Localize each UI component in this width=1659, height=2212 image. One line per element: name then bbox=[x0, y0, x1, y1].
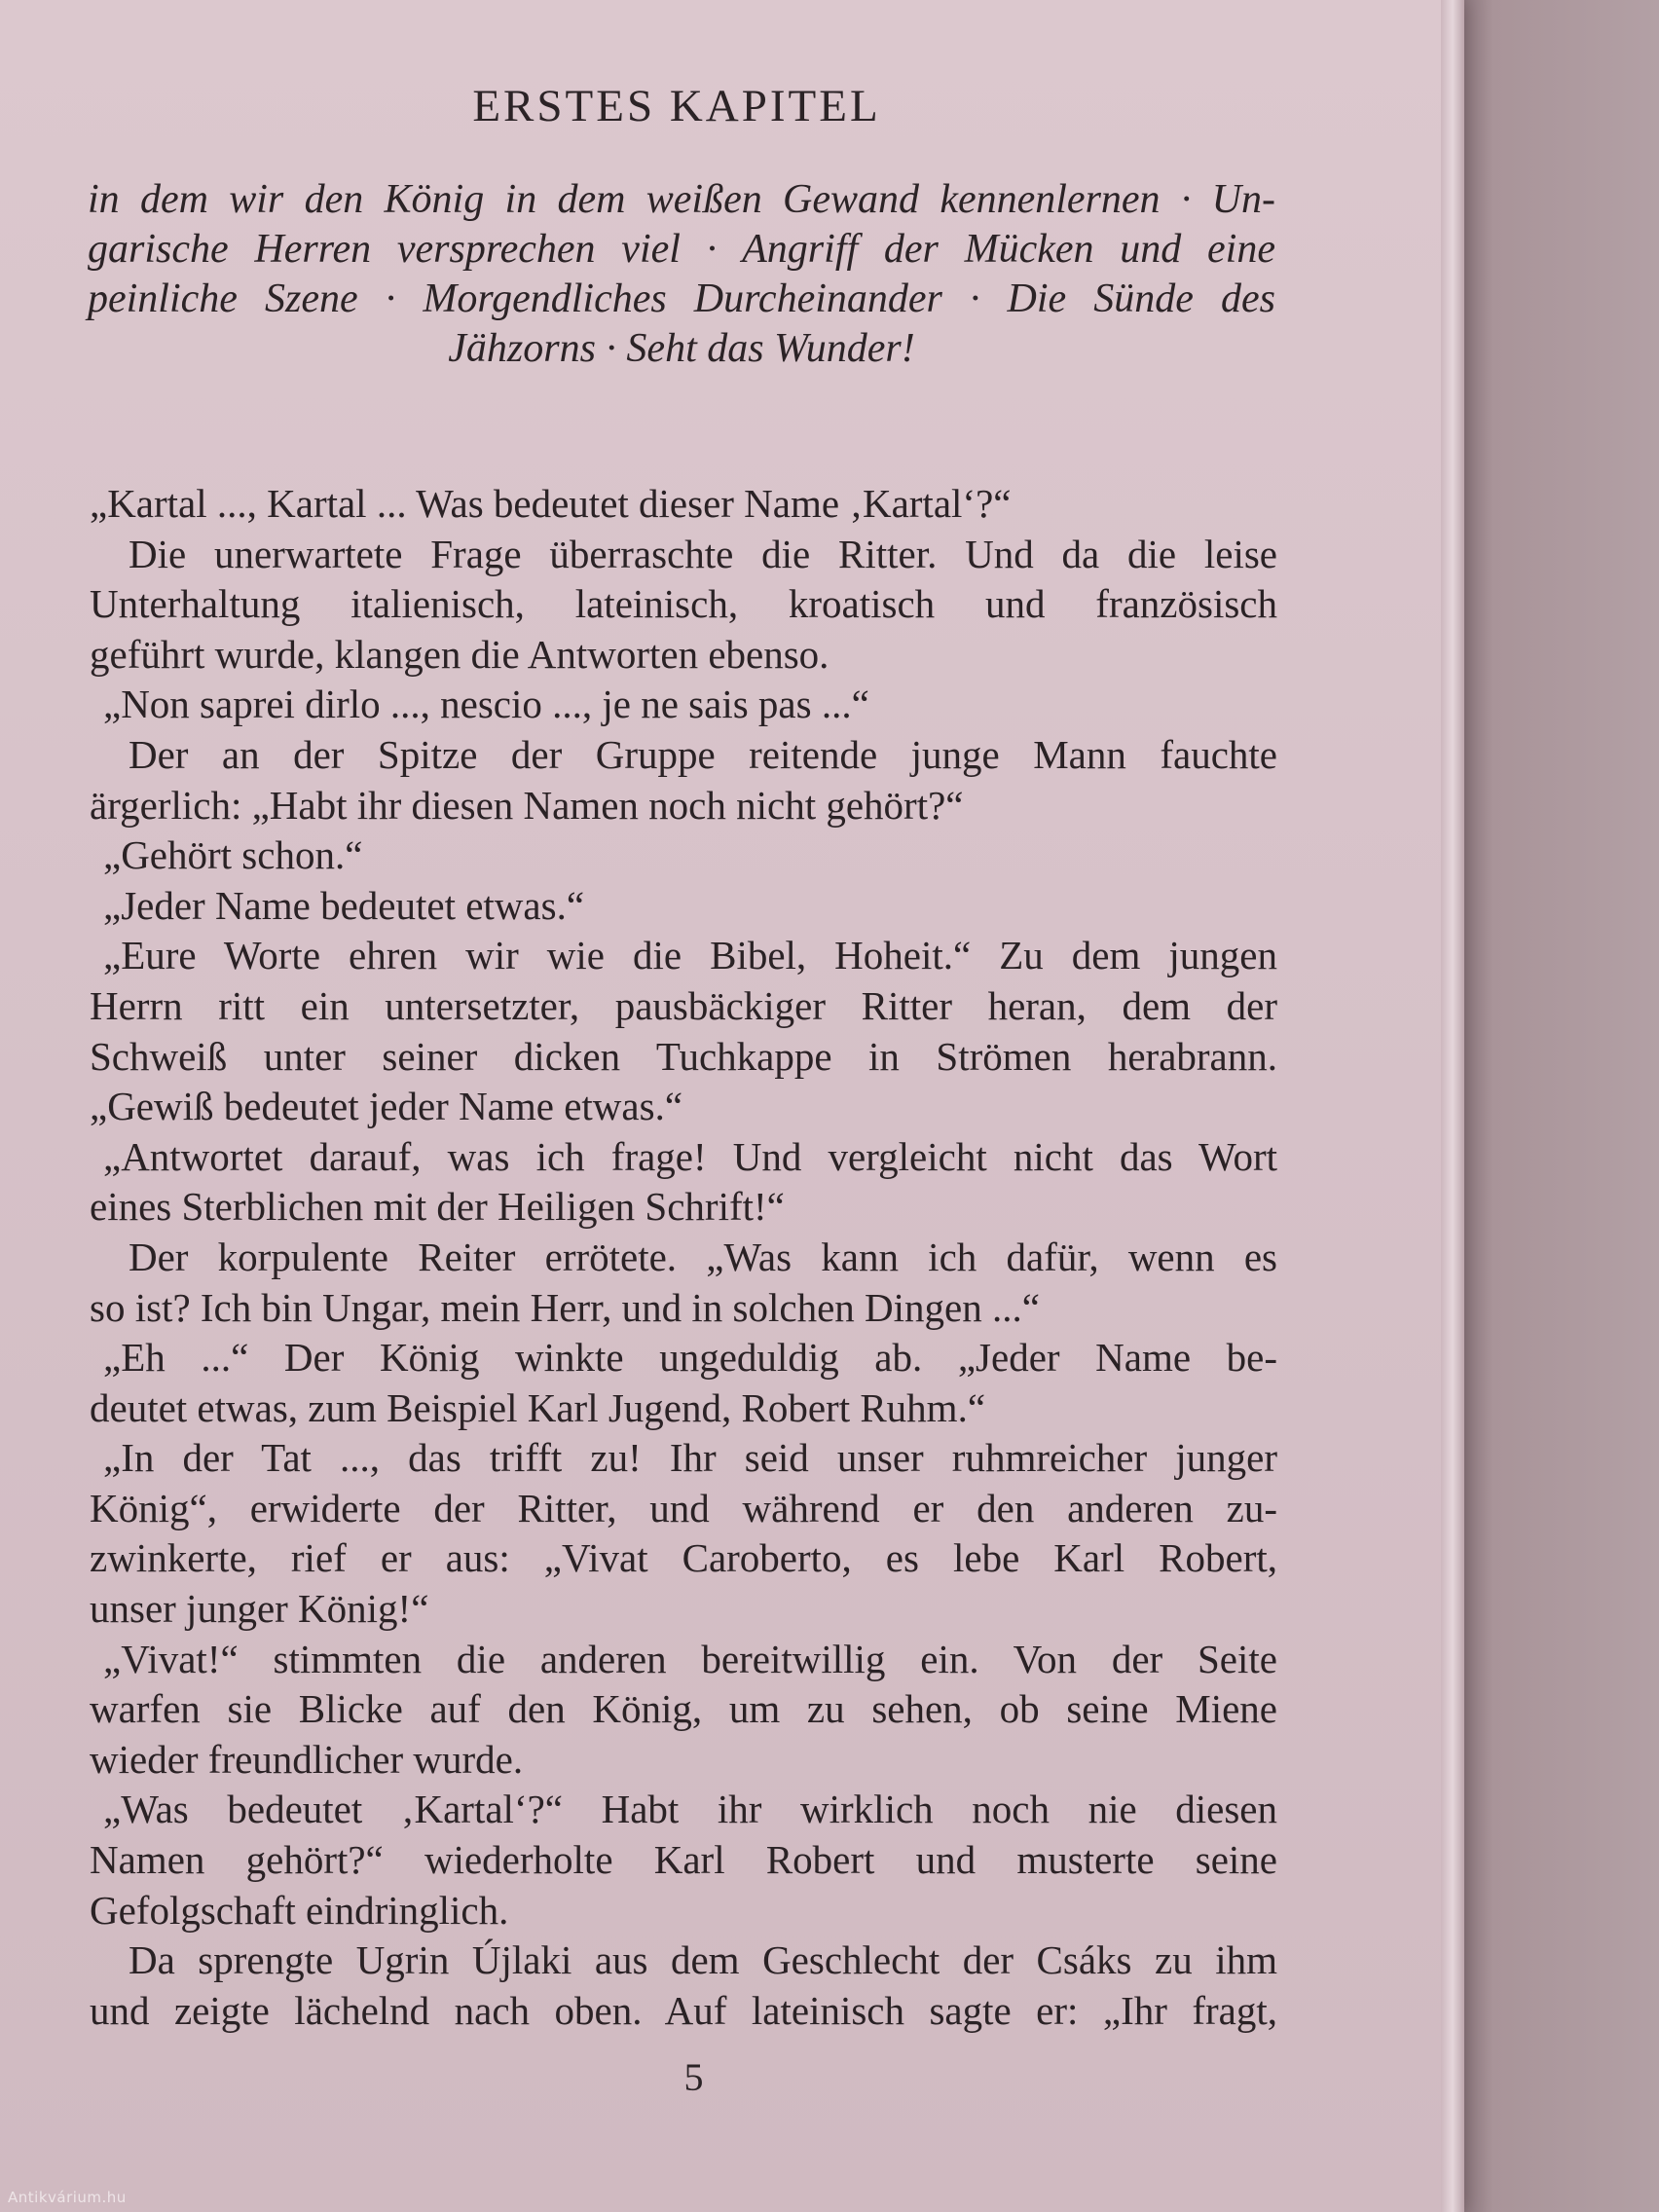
text-line: deutet etwas, zum Beispiel Karl Jugend, Robert Ruhm.“ bbox=[90, 1384, 986, 1430]
summary-line: peinliche Szene · Morgendliches Durcheinander · Die Sünde des bbox=[88, 276, 1275, 321]
text-line: „Vivat!“ stimmten die anderen bereitwillig ein. Von der Seite bbox=[103, 1636, 1277, 1681]
chapter-summary bbox=[88, 175, 1275, 374]
page-number: 5 bbox=[683, 2055, 704, 2099]
text-line: geführt wurde, klangen die Antworten ebenso. bbox=[90, 631, 830, 677]
adjacent-page-shadow bbox=[1464, 0, 1659, 2212]
text-line: Schweiß unter seiner dicken Tuchkappe in Strömen herabrann. bbox=[90, 1033, 1277, 1079]
chapter-title: ERSTES KAPITEL bbox=[472, 81, 881, 131]
summary-line: garische Herren versprechen viel · Angriff der Mücken und eine bbox=[88, 227, 1275, 272]
watermark: Antikvárium.hu bbox=[8, 2189, 127, 2206]
summary-line: in dem wir den König in dem weißen Gewand kennenlernen · Un- bbox=[88, 177, 1275, 222]
text-line: Namen gehört?“ wiederholte Karl Robert und musterte seine bbox=[90, 1837, 1277, 1883]
text-line: „In der Tat ..., das trifft zu! Ihr seid unser ruhmreicher junger bbox=[103, 1435, 1277, 1481]
text-line: König“, erwiderte der Ritter, und während er den anderen zu- bbox=[90, 1485, 1277, 1530]
text-line: ärgerlich: „Habt ihr diesen Namen noch nicht gehört?“ bbox=[90, 782, 964, 828]
page-edge bbox=[1441, 0, 1464, 2212]
text-line: „Non saprei dirlo ..., nescio ..., je ne sais pas ...“ bbox=[103, 682, 869, 727]
text-line: Der korpulente Reiter errötete. „Was kann ich dafür, wenn es bbox=[129, 1234, 1277, 1279]
text-line: warfen sie Blicke auf den König, um zu sehen, ob seine Miene bbox=[90, 1686, 1277, 1732]
text-line: „Gehört schon.“ bbox=[103, 832, 363, 878]
text-line: „Eh ...“ Der König winkte ungeduldig ab. „Jeder Name be- bbox=[103, 1335, 1277, 1381]
text-line: Da sprengte Ugrin Újlaki aus dem Geschlecht der Csáks zu ihm bbox=[129, 1937, 1277, 1983]
text-line: unser junger König!“ bbox=[90, 1586, 429, 1632]
text-line: „Eure Worte ehren wir wie die Bibel, Hoheit.“ Zu dem jungen bbox=[103, 933, 1277, 978]
text-line: Unterhaltung italienisch, lateinisch, kroatisch und französisch bbox=[90, 581, 1277, 627]
text-line: wieder freundlicher wurde. bbox=[90, 1736, 524, 1782]
text-line: „Kartal ..., Kartal ... Was bedeutet dieser Name ‚Kartal‘?“ bbox=[90, 481, 1012, 526]
text-line: Gefolgschaft eindringlich. bbox=[90, 1887, 509, 1933]
text-line: Der an der Spitze der Gruppe reitende junge Mann fauchte bbox=[129, 731, 1277, 777]
text-line: so ist? Ich bin Ungar, mein Herr, und in solchen Dingen ...“ bbox=[90, 1284, 1040, 1330]
text-line: eines Sterblichen mit der Heiligen Schrift!“ bbox=[90, 1184, 785, 1230]
text-line: „Antwortet darauf, was ich frage! Und vergleicht nicht das Wort bbox=[103, 1133, 1277, 1179]
text-line: „Gewiß bedeutet jeder Name etwas.“ bbox=[90, 1084, 683, 1129]
text-line: „Jeder Name bedeutet etwas.“ bbox=[103, 882, 585, 928]
summary-line: Jähzorns · Seht das Wunder! bbox=[448, 326, 915, 371]
text-line: Die unerwartete Frage überraschte die Ritter. Und da die leise bbox=[129, 531, 1277, 576]
text-line: zwinkerte, rief er aus: „Vivat Caroberto, es lebe Karl Robert, bbox=[90, 1535, 1277, 1581]
body-text bbox=[90, 479, 1277, 2036]
text-line: Herrn ritt ein untersetzter, pausbäckiger Ritter heran, dem der bbox=[90, 982, 1277, 1028]
text-line: „Was bedeutet ‚Kartal‘?“ Habt ihr wirklich noch nie diesen bbox=[103, 1787, 1277, 1832]
text-line: und zeigte lächelnd nach oben. Auf lateinisch sagte er: „Ihr fragt, bbox=[90, 1987, 1277, 2033]
